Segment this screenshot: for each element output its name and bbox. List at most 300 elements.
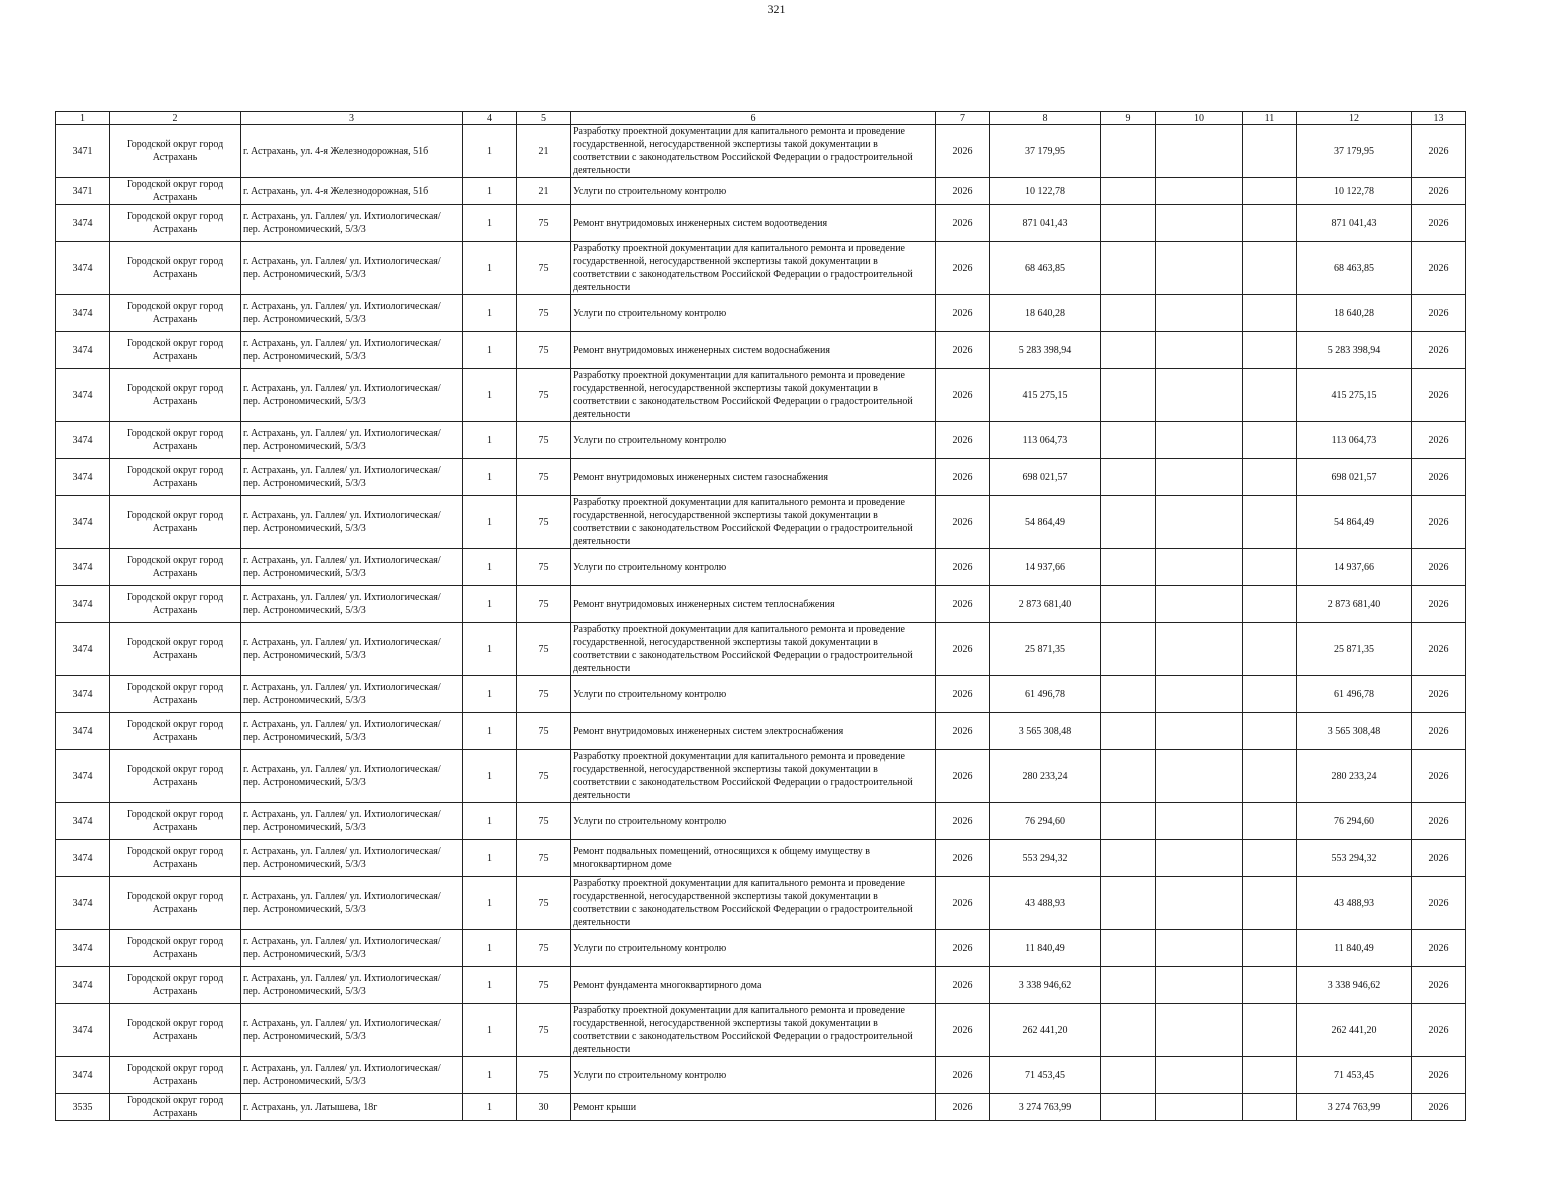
col11-cell	[1243, 840, 1297, 877]
end-year-cell: 2026	[1412, 877, 1466, 930]
col9-cell	[1101, 549, 1156, 586]
year-cell: 2026	[936, 422, 990, 459]
col-header-13: 13	[1412, 112, 1466, 125]
row-id-cell: 3474	[56, 205, 110, 242]
row-id-cell: 3474	[56, 676, 110, 713]
col-header-6: 6	[571, 112, 936, 125]
end-year-cell: 2026	[1412, 930, 1466, 967]
amount-cell: 68 463,85	[990, 242, 1101, 295]
end-year-cell: 2026	[1412, 549, 1466, 586]
work-type-cell: Ремонт подвальных помещений, относящихся к общему имуществу в многоквартирном доме	[571, 840, 936, 877]
year-cell: 2026	[936, 125, 990, 178]
municipality-cell: Городской округ город Астрахань	[110, 840, 241, 877]
col10-cell	[1156, 676, 1243, 713]
municipality-cell: Городской округ город Астрахань	[110, 803, 241, 840]
year-cell: 2026	[936, 840, 990, 877]
col5-cell: 75	[517, 586, 571, 623]
col10-cell	[1156, 496, 1243, 549]
amount-cell: 25 871,35	[990, 623, 1101, 676]
total-cell: 553 294,32	[1297, 840, 1412, 877]
col4-cell: 1	[463, 750, 517, 803]
total-cell: 2 873 681,40	[1297, 586, 1412, 623]
col5-cell: 75	[517, 422, 571, 459]
total-cell: 37 179,95	[1297, 125, 1412, 178]
col10-cell	[1156, 369, 1243, 422]
municipality-cell: Городской округ город Астрахань	[110, 332, 241, 369]
work-type-cell: Услуги по строительному контролю	[571, 676, 936, 713]
year-cell: 2026	[936, 549, 990, 586]
municipality-cell: Городской округ город Астрахань	[110, 713, 241, 750]
end-year-cell: 2026	[1412, 332, 1466, 369]
col10-cell	[1156, 586, 1243, 623]
address-cell: г. Астрахань, ул. Галлея/ ул. Ихтиологическая/ пер. Астрономический, 5/3/3	[241, 803, 463, 840]
municipality-cell: Городской округ город Астрахань	[110, 1004, 241, 1057]
col10-cell	[1156, 549, 1243, 586]
total-cell: 871 041,43	[1297, 205, 1412, 242]
amount-cell: 37 179,95	[990, 125, 1101, 178]
col-header-12: 12	[1297, 112, 1412, 125]
municipality-cell: Городской округ город Астрахань	[110, 623, 241, 676]
row-id-cell: 3474	[56, 295, 110, 332]
col9-cell	[1101, 676, 1156, 713]
work-type-cell: Разработку проектной документации для капитального ремонта и проведение государственной, негосударственной экспертизы такой документации в соответствии с законодательством Российской Федерации о градостроительной деятельности	[571, 1004, 936, 1057]
col4-cell: 1	[463, 1057, 517, 1094]
amount-cell: 2 873 681,40	[990, 586, 1101, 623]
address-cell: г. Астрахань, ул. Галлея/ ул. Ихтиологическая/ пер. Астрономический, 5/3/3	[241, 840, 463, 877]
municipality-cell: Городской округ город Астрахань	[110, 295, 241, 332]
total-cell: 18 640,28	[1297, 295, 1412, 332]
address-cell: г. Астрахань, ул. Галлея/ ул. Ихтиологическая/ пер. Астрономический, 5/3/3	[241, 1004, 463, 1057]
work-type-cell: Разработку проектной документации для капитального ремонта и проведение государственной, негосударственной экспертизы такой документации в соответствии с законодательством Российской Федерации о градостроительной деятельности	[571, 242, 936, 295]
address-cell: г. Астрахань, ул. Галлея/ ул. Ихтиологическая/ пер. Астрономический, 5/3/3	[241, 713, 463, 750]
work-type-cell: Услуги по строительному контролю	[571, 549, 936, 586]
col10-cell	[1156, 967, 1243, 1004]
total-cell: 3 565 308,48	[1297, 713, 1412, 750]
col5-cell: 75	[517, 549, 571, 586]
col5-cell: 75	[517, 459, 571, 496]
end-year-cell: 2026	[1412, 496, 1466, 549]
col5-cell: 21	[517, 125, 571, 178]
col-header-9: 9	[1101, 112, 1156, 125]
col11-cell	[1243, 803, 1297, 840]
col4-cell: 1	[463, 295, 517, 332]
col10-cell	[1156, 1057, 1243, 1094]
col5-cell: 75	[517, 676, 571, 713]
address-cell: г. Астрахань, ул. Галлея/ ул. Ихтиологическая/ пер. Астрономический, 5/3/3	[241, 1057, 463, 1094]
work-type-cell: Ремонт крыши	[571, 1094, 936, 1121]
total-cell: 698 021,57	[1297, 459, 1412, 496]
total-cell: 76 294,60	[1297, 803, 1412, 840]
col4-cell: 1	[463, 205, 517, 242]
col5-cell: 21	[517, 178, 571, 205]
municipality-cell: Городской округ город Астрахань	[110, 1094, 241, 1121]
work-type-cell: Разработку проектной документации для капитального ремонта и проведение государственной, негосударственной экспертизы такой документации в соответствии с законодательством Российской Федерации о градостроительной деятельности	[571, 750, 936, 803]
table-row	[56, 967, 1466, 1004]
col9-cell	[1101, 205, 1156, 242]
address-cell: г. Астрахань, ул. Латышева, 18г	[241, 1094, 463, 1121]
address-cell: г. Астрахань, ул. Галлея/ ул. Ихтиологическая/ пер. Астрономический, 5/3/3	[241, 332, 463, 369]
col4-cell: 1	[463, 623, 517, 676]
col5-cell: 75	[517, 713, 571, 750]
col4-cell: 1	[463, 1004, 517, 1057]
total-cell: 68 463,85	[1297, 242, 1412, 295]
table-row	[56, 1057, 1466, 1094]
table-row	[56, 877, 1466, 930]
total-cell: 43 488,93	[1297, 877, 1412, 930]
amount-cell: 698 021,57	[990, 459, 1101, 496]
municipality-cell: Городской округ город Астрахань	[110, 205, 241, 242]
col-header-7: 7	[936, 112, 990, 125]
row-id-cell: 3474	[56, 422, 110, 459]
row-id-cell: 3471	[56, 125, 110, 178]
col5-cell: 75	[517, 496, 571, 549]
municipality-cell: Городской округ город Астрахань	[110, 459, 241, 496]
col5-cell: 75	[517, 840, 571, 877]
year-cell: 2026	[936, 1094, 990, 1121]
total-cell: 10 122,78	[1297, 178, 1412, 205]
work-type-cell: Ремонт внутридомовых инженерных систем теплоснабжения	[571, 586, 936, 623]
col-header-5: 5	[517, 112, 571, 125]
amount-cell: 5 283 398,94	[990, 332, 1101, 369]
municipality-cell: Городской округ город Астрахань	[110, 369, 241, 422]
work-type-cell: Ремонт внутридомовых инженерных систем газоснабжения	[571, 459, 936, 496]
amount-cell: 415 275,15	[990, 369, 1101, 422]
col9-cell	[1101, 369, 1156, 422]
col11-cell	[1243, 459, 1297, 496]
work-type-cell: Разработку проектной документации для капитального ремонта и проведение государственной, негосударственной экспертизы такой документации в соответствии с законодательством Российской Федерации о градостроительной деятельности	[571, 877, 936, 930]
row-id-cell: 3471	[56, 178, 110, 205]
row-id-cell: 3474	[56, 840, 110, 877]
col9-cell	[1101, 1004, 1156, 1057]
col10-cell	[1156, 1004, 1243, 1057]
col10-cell	[1156, 877, 1243, 930]
year-cell: 2026	[936, 459, 990, 496]
col9-cell	[1101, 1094, 1156, 1121]
address-cell: г. Астрахань, ул. Галлея/ ул. Ихтиологическая/ пер. Астрономический, 5/3/3	[241, 242, 463, 295]
total-cell: 25 871,35	[1297, 623, 1412, 676]
col11-cell	[1243, 295, 1297, 332]
end-year-cell: 2026	[1412, 295, 1466, 332]
amount-cell: 54 864,49	[990, 496, 1101, 549]
end-year-cell: 2026	[1412, 586, 1466, 623]
end-year-cell: 2026	[1412, 676, 1466, 713]
year-cell: 2026	[936, 496, 990, 549]
amount-cell: 11 840,49	[990, 930, 1101, 967]
address-cell: г. Астрахань, ул. 4-я Железнодорожная, 51б	[241, 178, 463, 205]
municipality-cell: Городской округ город Астрахань	[110, 877, 241, 930]
address-cell: г. Астрахань, ул. Галлея/ ул. Ихтиологическая/ пер. Астрономический, 5/3/3	[241, 750, 463, 803]
col10-cell	[1156, 803, 1243, 840]
table-row	[56, 586, 1466, 623]
col4-cell: 1	[463, 242, 517, 295]
col11-cell	[1243, 205, 1297, 242]
col5-cell: 75	[517, 1004, 571, 1057]
col10-cell	[1156, 713, 1243, 750]
col11-cell	[1243, 586, 1297, 623]
table-row	[56, 496, 1466, 549]
address-cell: г. Астрахань, ул. Галлея/ ул. Ихтиологическая/ пер. Астрономический, 5/3/3	[241, 459, 463, 496]
col10-cell	[1156, 422, 1243, 459]
col4-cell: 1	[463, 967, 517, 1004]
amount-cell: 553 294,32	[990, 840, 1101, 877]
work-type-cell: Разработку проектной документации для капитального ремонта и проведение государственной, негосударственной экспертизы такой документации в соответствии с законодательством Российской Федерации о градостроительной деятельности	[571, 125, 936, 178]
year-cell: 2026	[936, 967, 990, 1004]
amount-cell: 871 041,43	[990, 205, 1101, 242]
municipality-cell: Городской округ город Астрахань	[110, 967, 241, 1004]
year-cell: 2026	[936, 623, 990, 676]
total-cell: 280 233,24	[1297, 750, 1412, 803]
col11-cell	[1243, 422, 1297, 459]
end-year-cell: 2026	[1412, 125, 1466, 178]
row-id-cell: 3474	[56, 496, 110, 549]
col11-cell	[1243, 967, 1297, 1004]
end-year-cell: 2026	[1412, 178, 1466, 205]
col9-cell	[1101, 840, 1156, 877]
col10-cell	[1156, 1094, 1243, 1121]
municipality-cell: Городской округ город Астрахань	[110, 750, 241, 803]
table-row	[56, 840, 1466, 877]
col4-cell: 1	[463, 422, 517, 459]
col4-cell: 1	[463, 332, 517, 369]
col4-cell: 1	[463, 803, 517, 840]
end-year-cell: 2026	[1412, 967, 1466, 1004]
year-cell: 2026	[936, 332, 990, 369]
table-row	[56, 459, 1466, 496]
total-cell: 3 274 763,99	[1297, 1094, 1412, 1121]
col5-cell: 30	[517, 1094, 571, 1121]
col-header-3: 3	[241, 112, 463, 125]
amount-cell: 113 064,73	[990, 422, 1101, 459]
table-row	[56, 295, 1466, 332]
amount-cell: 3 338 946,62	[990, 967, 1101, 1004]
row-id-cell: 3474	[56, 1004, 110, 1057]
end-year-cell: 2026	[1412, 1004, 1466, 1057]
table-row	[56, 332, 1466, 369]
end-year-cell: 2026	[1412, 1057, 1466, 1094]
col9-cell	[1101, 422, 1156, 459]
work-type-cell: Ремонт внутридомовых инженерных систем электроснабжения	[571, 713, 936, 750]
end-year-cell: 2026	[1412, 422, 1466, 459]
year-cell: 2026	[936, 205, 990, 242]
row-id-cell: 3474	[56, 332, 110, 369]
row-id-cell: 3474	[56, 586, 110, 623]
total-cell: 61 496,78	[1297, 676, 1412, 713]
col-header-1: 1	[56, 112, 110, 125]
total-cell: 3 338 946,62	[1297, 967, 1412, 1004]
col4-cell: 1	[463, 586, 517, 623]
col11-cell	[1243, 125, 1297, 178]
table-row	[56, 1004, 1466, 1057]
work-type-cell: Услуги по строительному контролю	[571, 178, 936, 205]
amount-cell: 76 294,60	[990, 803, 1101, 840]
address-cell: г. Астрахань, ул. Галлея/ ул. Ихтиологическая/ пер. Астрономический, 5/3/3	[241, 496, 463, 549]
address-cell: г. Астрахань, ул. Галлея/ ул. Ихтиологическая/ пер. Астрономический, 5/3/3	[241, 586, 463, 623]
work-type-cell: Разработку проектной документации для капитального ремонта и проведение государственной, негосударственной экспертизы такой документации в соответствии с законодательством Российской Федерации о градостроительной деятельности	[571, 496, 936, 549]
address-cell: г. Астрахань, ул. Галлея/ ул. Ихтиологическая/ пер. Астрономический, 5/3/3	[241, 205, 463, 242]
amount-cell: 10 122,78	[990, 178, 1101, 205]
row-id-cell: 3474	[56, 930, 110, 967]
year-cell: 2026	[936, 242, 990, 295]
col5-cell: 75	[517, 967, 571, 1004]
col10-cell	[1156, 205, 1243, 242]
col10-cell	[1156, 178, 1243, 205]
col4-cell: 1	[463, 549, 517, 586]
total-cell: 11 840,49	[1297, 930, 1412, 967]
col9-cell	[1101, 242, 1156, 295]
col10-cell	[1156, 242, 1243, 295]
col5-cell: 75	[517, 750, 571, 803]
col11-cell	[1243, 549, 1297, 586]
col9-cell	[1101, 877, 1156, 930]
end-year-cell: 2026	[1412, 803, 1466, 840]
end-year-cell: 2026	[1412, 369, 1466, 422]
work-type-cell: Услуги по строительному контролю	[571, 295, 936, 332]
table-row	[56, 930, 1466, 967]
end-year-cell: 2026	[1412, 750, 1466, 803]
col9-cell	[1101, 930, 1156, 967]
col10-cell	[1156, 750, 1243, 803]
table-row	[56, 205, 1466, 242]
col4-cell: 1	[463, 369, 517, 422]
col11-cell	[1243, 1057, 1297, 1094]
col5-cell: 75	[517, 623, 571, 676]
col11-cell	[1243, 178, 1297, 205]
work-type-cell: Ремонт внутридомовых инженерных систем водоотведения	[571, 205, 936, 242]
amount-cell: 3 274 763,99	[990, 1094, 1101, 1121]
header-row	[56, 112, 1466, 125]
col9-cell	[1101, 623, 1156, 676]
col4-cell: 1	[463, 459, 517, 496]
end-year-cell: 2026	[1412, 1094, 1466, 1121]
amount-cell: 280 233,24	[990, 750, 1101, 803]
col5-cell: 75	[517, 242, 571, 295]
municipality-cell: Городской округ город Астрахань	[110, 930, 241, 967]
col10-cell	[1156, 930, 1243, 967]
col11-cell	[1243, 1004, 1297, 1057]
amount-cell: 262 441,20	[990, 1004, 1101, 1057]
address-cell: г. Астрахань, ул. Галлея/ ул. Ихтиологическая/ пер. Астрономический, 5/3/3	[241, 676, 463, 713]
total-cell: 5 283 398,94	[1297, 332, 1412, 369]
table-row	[56, 623, 1466, 676]
municipality-cell: Городской округ город Астрахань	[110, 422, 241, 459]
col9-cell	[1101, 750, 1156, 803]
address-cell: г. Астрахань, ул. Галлея/ ул. Ихтиологическая/ пер. Астрономический, 5/3/3	[241, 295, 463, 332]
year-cell: 2026	[936, 750, 990, 803]
col-header-8: 8	[990, 112, 1101, 125]
row-id-cell: 3474	[56, 750, 110, 803]
address-cell: г. Астрахань, ул. Галлея/ ул. Ихтиологическая/ пер. Астрономический, 5/3/3	[241, 422, 463, 459]
repair-program-table	[55, 111, 1466, 1121]
work-type-cell: Услуги по строительному контролю	[571, 1057, 936, 1094]
amount-cell: 14 937,66	[990, 549, 1101, 586]
row-id-cell: 3474	[56, 459, 110, 496]
work-type-cell: Ремонт внутридомовых инженерных систем водоснабжения	[571, 332, 936, 369]
col11-cell	[1243, 750, 1297, 803]
col9-cell	[1101, 332, 1156, 369]
col4-cell: 1	[463, 125, 517, 178]
col5-cell: 75	[517, 332, 571, 369]
address-cell: г. Астрахань, ул. Галлея/ ул. Ихтиологическая/ пер. Астрономический, 5/3/3	[241, 877, 463, 930]
row-id-cell: 3474	[56, 242, 110, 295]
total-cell: 113 064,73	[1297, 422, 1412, 459]
table-row	[56, 750, 1466, 803]
year-cell: 2026	[936, 803, 990, 840]
total-cell: 14 937,66	[1297, 549, 1412, 586]
amount-cell: 3 565 308,48	[990, 713, 1101, 750]
year-cell: 2026	[936, 178, 990, 205]
year-cell: 2026	[936, 586, 990, 623]
col5-cell: 75	[517, 930, 571, 967]
table-row	[56, 422, 1466, 459]
col10-cell	[1156, 295, 1243, 332]
col9-cell	[1101, 459, 1156, 496]
municipality-cell: Городской округ город Астрахань	[110, 549, 241, 586]
year-cell: 2026	[936, 1057, 990, 1094]
work-type-cell: Услуги по строительному контролю	[571, 803, 936, 840]
col4-cell: 1	[463, 178, 517, 205]
col9-cell	[1101, 125, 1156, 178]
col11-cell	[1243, 930, 1297, 967]
total-cell: 71 453,45	[1297, 1057, 1412, 1094]
col4-cell: 1	[463, 840, 517, 877]
table-row	[56, 125, 1466, 178]
page-number: 321	[767, 2, 786, 16]
end-year-cell: 2026	[1412, 713, 1466, 750]
table-row	[56, 713, 1466, 750]
col9-cell	[1101, 178, 1156, 205]
table-row	[56, 549, 1466, 586]
col5-cell: 75	[517, 295, 571, 332]
col5-cell: 75	[517, 877, 571, 930]
col-header-2: 2	[110, 112, 241, 125]
col11-cell	[1243, 713, 1297, 750]
total-cell: 54 864,49	[1297, 496, 1412, 549]
col4-cell: 1	[463, 713, 517, 750]
col11-cell	[1243, 369, 1297, 422]
year-cell: 2026	[936, 1004, 990, 1057]
col4-cell: 1	[463, 676, 517, 713]
row-id-cell: 3474	[56, 713, 110, 750]
table-row	[56, 803, 1466, 840]
table-row	[56, 676, 1466, 713]
municipality-cell: Городской округ город Астрахань	[110, 125, 241, 178]
municipality-cell: Городской округ город Астрахань	[110, 676, 241, 713]
end-year-cell: 2026	[1412, 459, 1466, 496]
col10-cell	[1156, 332, 1243, 369]
work-type-cell: Разработку проектной документации для капитального ремонта и проведение государственной, негосударственной экспертизы такой документации в соответствии с законодательством Российской Федерации о градостроительной деятельности	[571, 369, 936, 422]
year-cell: 2026	[936, 676, 990, 713]
address-cell: г. Астрахань, ул. Галлея/ ул. Ихтиологическая/ пер. Астрономический, 5/3/3	[241, 930, 463, 967]
address-cell: г. Астрахань, ул. 4-я Железнодорожная, 51б	[241, 125, 463, 178]
col9-cell	[1101, 496, 1156, 549]
amount-cell: 18 640,28	[990, 295, 1101, 332]
col9-cell	[1101, 967, 1156, 1004]
row-id-cell: 3474	[56, 967, 110, 1004]
row-id-cell: 3474	[56, 1057, 110, 1094]
col5-cell: 75	[517, 1057, 571, 1094]
table-row	[56, 178, 1466, 205]
col5-cell: 75	[517, 369, 571, 422]
col9-cell	[1101, 586, 1156, 623]
col4-cell: 1	[463, 1094, 517, 1121]
col4-cell: 1	[463, 496, 517, 549]
total-cell: 262 441,20	[1297, 1004, 1412, 1057]
col11-cell	[1243, 623, 1297, 676]
row-id-cell: 3474	[56, 369, 110, 422]
row-id-cell: 3474	[56, 549, 110, 586]
col10-cell	[1156, 459, 1243, 496]
col10-cell	[1156, 125, 1243, 178]
